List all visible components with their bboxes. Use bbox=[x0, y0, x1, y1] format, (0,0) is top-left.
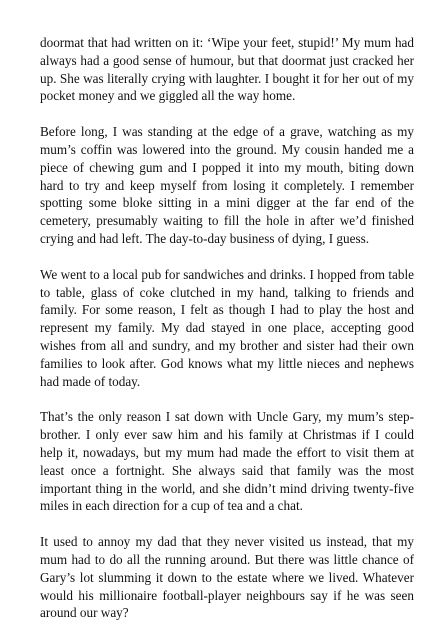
paragraph-2: Before long, I was standing at the edge of a grave, watching as my mum’s coffin was lowered into the ground. My cousin handed me a piece of chewing gum and I popped it into my mouth, biting down hard to try and keep myself from losing it completely. I remember spotting some bloke sitting in a mini digger at the far end of the cemetery, presumably waiting to fill the hole in after we’d finished crying and had left. The day-to-day business of dying, I guess. bbox=[40, 124, 414, 246]
paragraph-3: We went to a local pub for sandwiches and drinks. I hopped from table to table, glass of coke clutched in my hand, talking to friends and family. For some reason, I felt as though I had to play the host and represent my family. My dad stayed in one place, accepting good wishes from all and sundry, and my brother and sister had their own families to look after. God knows what my little nieces and nephews had made of today. bbox=[40, 266, 414, 389]
paragraph-5: It used to annoy my dad that they never visited us instead, that my mum had to do all the running around. But there was little chance of Gary’s lot slumming it down to the estate where we lived. Whatever would his millionaire football-player neighbours say if he was seen around our way? bbox=[40, 534, 414, 621]
body-text bbox=[40, 34, 414, 640]
paragraph-4: That’s the only reason I sat down with Uncle Gary, my mum’s step-brother. I only ever saw him and his family at Christmas if I could help it, nowadays, but my mum had made the effort to visit them at least once a fortnight. She always said that family was the most important thing in the world, and she didn’t mind driving twenty-five miles in each direction for a cup of tea and a chat. bbox=[40, 409, 414, 514]
paragraph-1: doormat that had written on it: ‘Wipe your feet, stupid!’ My mum had always had a good sense of humour, but that doormat just cracked her up. She was literally crying with laughter. I bought it for her out of my pocket money and we giggled all the way home. bbox=[40, 35, 414, 104]
